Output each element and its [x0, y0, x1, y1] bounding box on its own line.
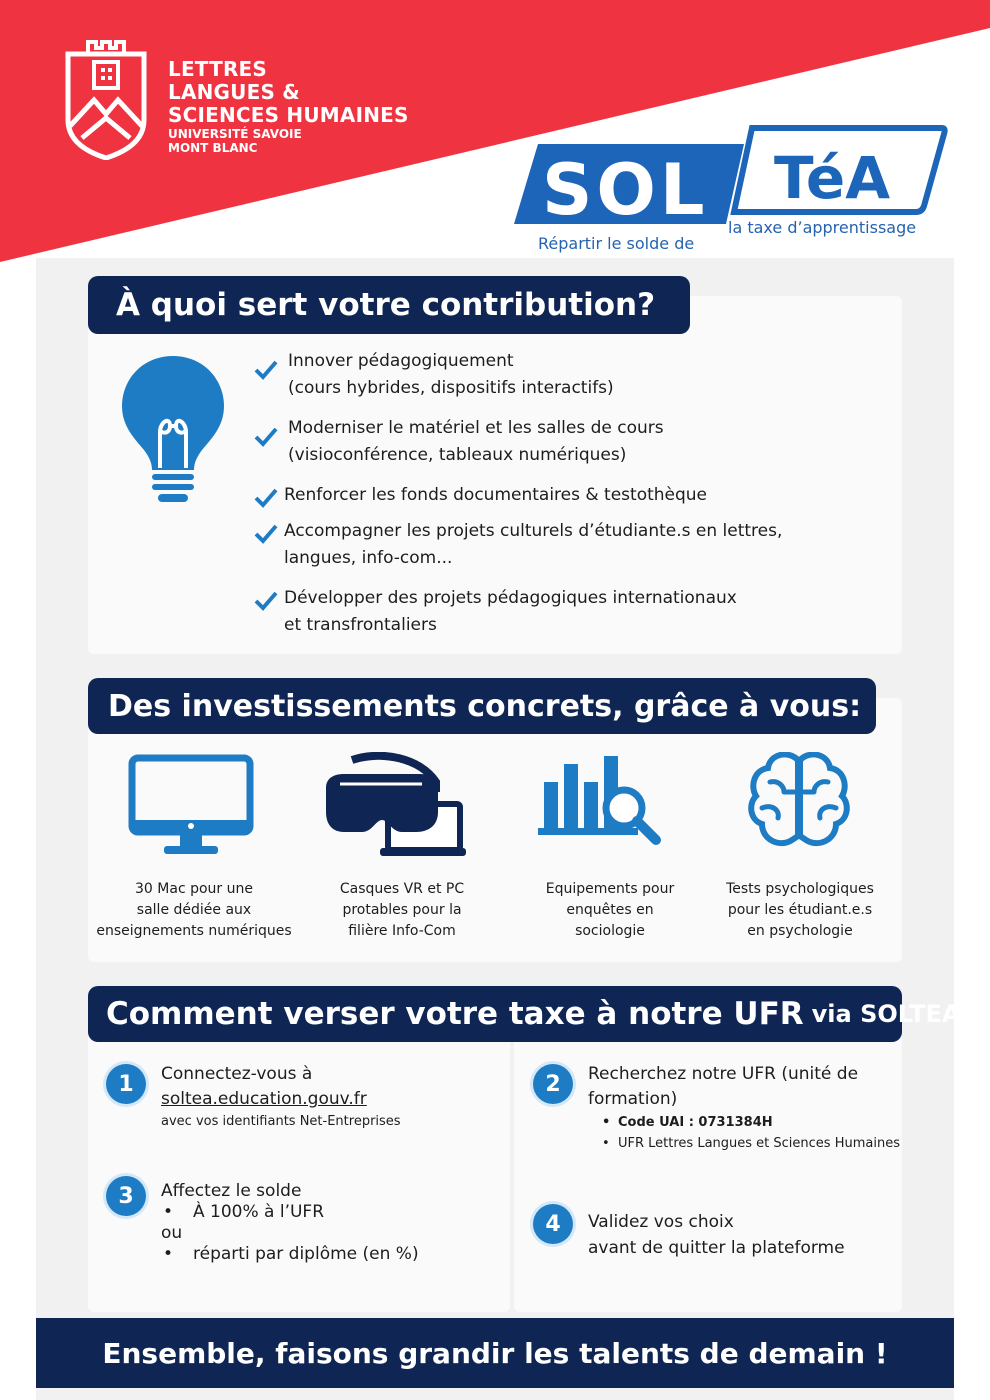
howto-title-small: via SOLTEA? — [811, 1000, 975, 1028]
investment-caption-4: Tests psychologiques pour les étudiant.e.s en psychologie — [726, 881, 874, 939]
howto-title — [88, 986, 975, 1042]
contribution-item-5 — [254, 585, 874, 639]
contribution-item-text: Accompagner les projets culturels d’étudiante.s en lettres, langues, info-com... — [284, 521, 783, 568]
investment-caption-3: Equipements pour enquêtes en sociologie — [545, 881, 675, 939]
vr-headset-laptop-icon — [322, 752, 466, 860]
howto-title-main: Comment verser votre taxe à notre UFR — [106, 996, 804, 1032]
check-icon — [254, 358, 278, 380]
step-number-1: 1 — [106, 1064, 146, 1104]
step-4-text: Validez vos choix avant de quitter la plateforme — [588, 1212, 845, 1258]
contribution-item-text: Renforcer les fonds documentaires & testothèque — [284, 485, 708, 505]
investments-title: Des investissements concrets, grâce à vous: — [88, 678, 876, 734]
step-2 — [588, 1062, 938, 1154]
contribution-item-4 — [254, 518, 884, 572]
soltea-caption-right: la taxe d’apprentissage — [728, 218, 917, 237]
logo-line-2: LANGUES & — [168, 80, 300, 104]
soltea-sol-text: SOL — [542, 149, 709, 231]
step-1 — [161, 1062, 501, 1132]
check-icon — [254, 589, 278, 611]
logo-line-1: LETTRES — [168, 57, 268, 81]
contribution-item-text: Moderniser le matériel et les salles de cours (visioconférence, tableaux numériques) — [288, 418, 664, 465]
bar-chart-magnifier-icon — [538, 752, 662, 848]
investment-caption-2: Casques VR et PC protables pour la filière Info-Com — [339, 881, 465, 939]
step-number-2: 2 — [533, 1064, 573, 1104]
step-2-bullet-2: • UFR Lettres Langues et Sciences Humaines — [600, 1133, 938, 1154]
step-number-3: 3 — [106, 1176, 146, 1216]
check-icon — [254, 425, 278, 447]
crest-icon — [64, 38, 148, 160]
contribution-item-text: Innover pédagogiquement (cours hybrides, dispositifs interactifs) — [288, 351, 614, 398]
soltea-caption-left: Répartir le solde de — [538, 234, 695, 253]
step-3 — [161, 1181, 501, 1265]
lightbulb-icon — [118, 352, 228, 504]
faculty-logo — [64, 38, 409, 160]
soltea-tea-text: TéA — [774, 144, 891, 212]
step-1-note: avec vos identifiants Net-Entreprises — [161, 1114, 401, 1129]
howto-card-right — [514, 1006, 902, 1312]
step-3-bullet-2: • réparti par diplôme (en %) — [161, 1244, 501, 1265]
step-2-bullet-1: • Code UAI : 0731384H — [600, 1112, 938, 1133]
investment-caption-1: 30 Mac pour une salle dédiée aux enseignements numériques — [96, 881, 292, 939]
soltea-link[interactable]: soltea.education.gouv.fr — [161, 1089, 367, 1109]
logo-sub-2: MONT BLANC — [168, 141, 258, 155]
contribution-item-3 — [254, 482, 874, 509]
footer-banner: Ensemble, faisons grandir les talents de demain ! — [36, 1318, 954, 1388]
logo-sub-1: UNIVERSITÉ SAVOIE — [168, 127, 302, 141]
check-icon — [254, 522, 278, 544]
step-1-text: Connectez-vous à — [161, 1064, 313, 1084]
howto-card-left — [88, 1006, 510, 1312]
contribution-item-1 — [254, 348, 874, 402]
brain-icon — [748, 752, 850, 856]
step-number-4: 4 — [533, 1204, 573, 1244]
step-3-or: ou — [161, 1223, 183, 1243]
logo-line-3: SCIENCES HUMAINES — [168, 103, 409, 127]
step-2-text: Recherchez notre UFR (unité de formation) — [588, 1064, 859, 1109]
contribution-item-2 — [254, 415, 874, 469]
step-3-bullet-1: • À 100% à l’UFR — [161, 1202, 501, 1223]
check-icon — [254, 486, 278, 508]
step-3-text: Affectez le solde — [161, 1181, 302, 1201]
contribution-item-text: Développer des projets pédagogiques internationaux et transfrontaliers — [284, 588, 737, 635]
contribution-title: À quoi sert votre contribution? — [88, 276, 690, 334]
monitor-icon — [128, 754, 254, 858]
